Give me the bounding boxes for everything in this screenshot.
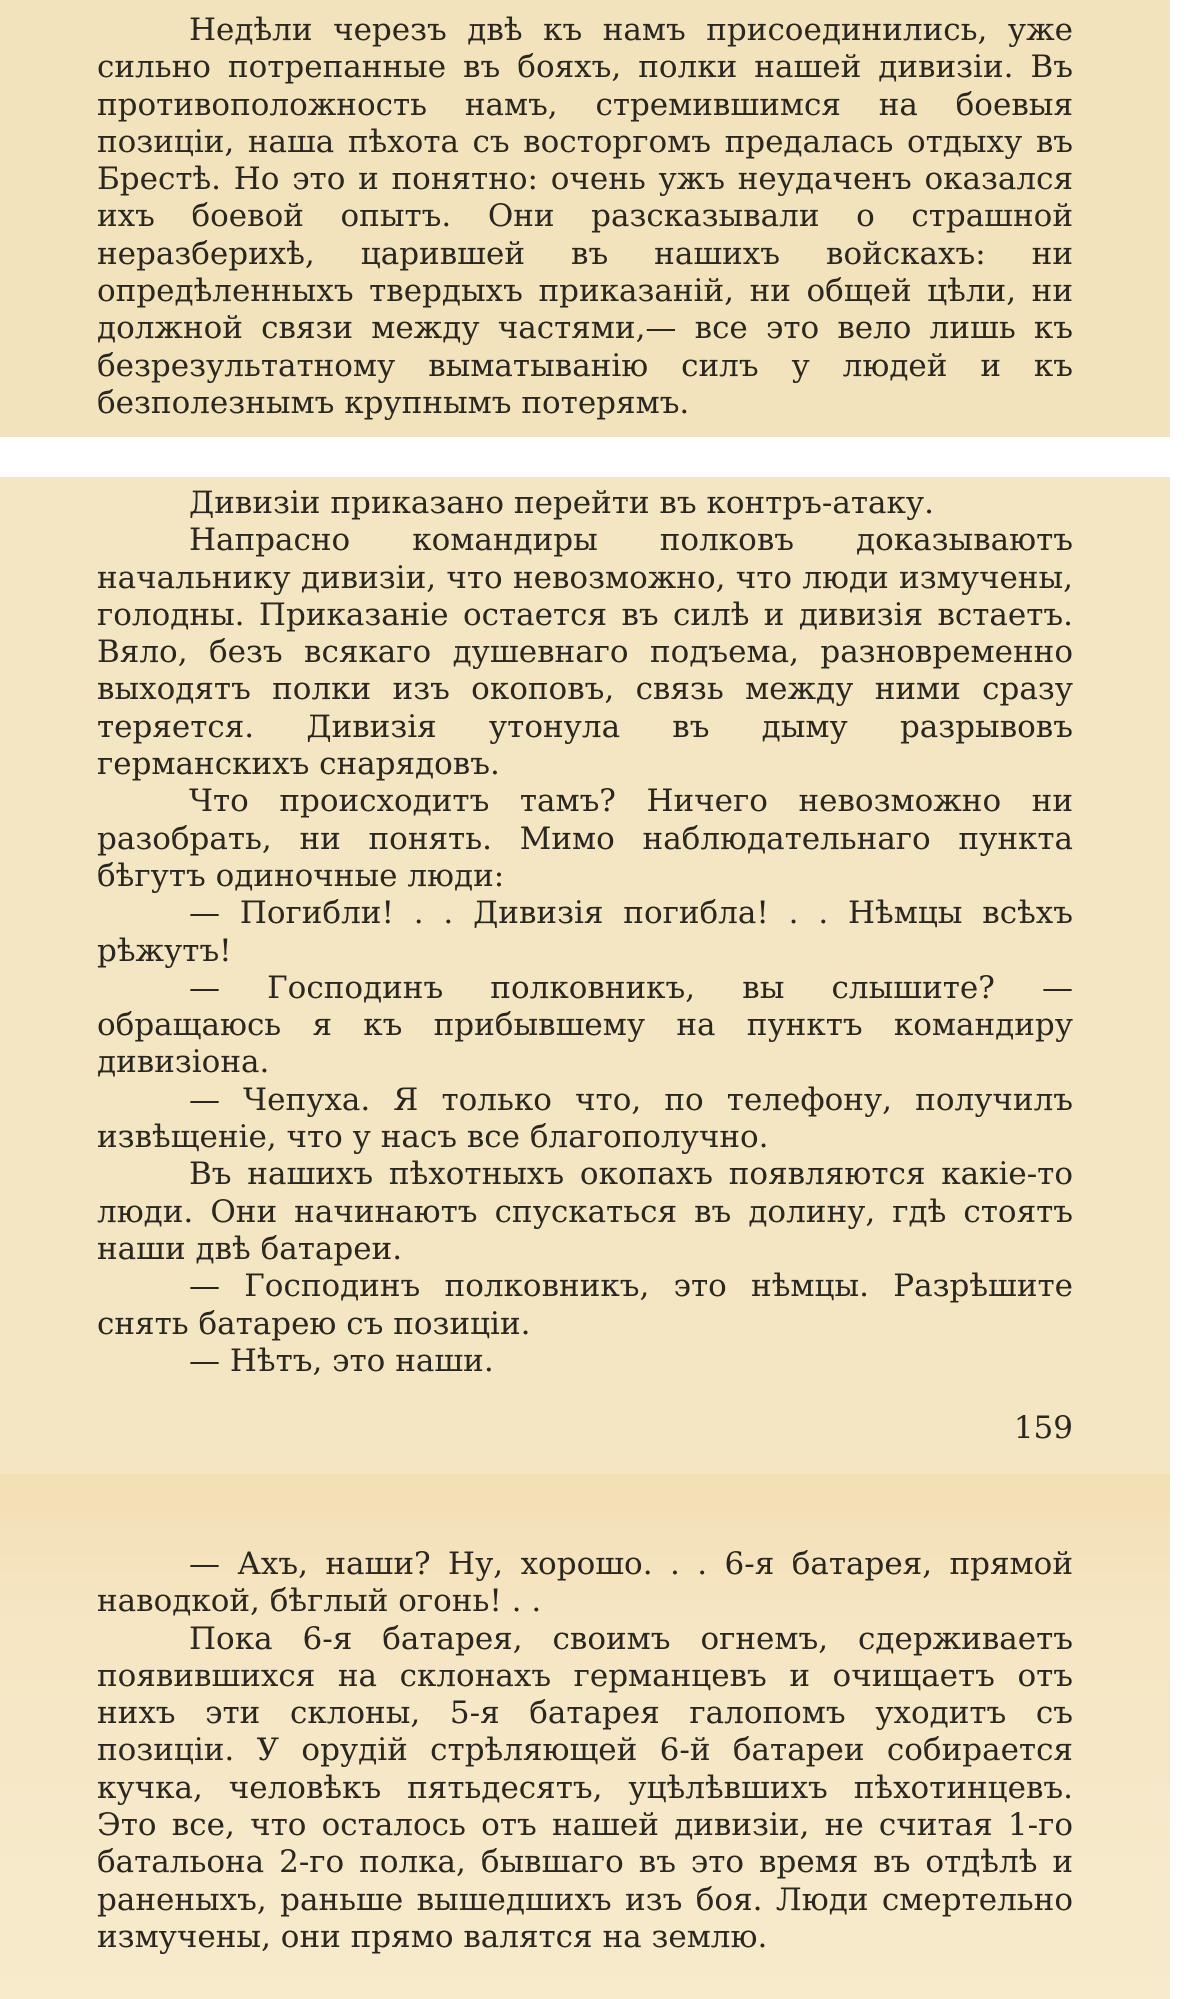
page-number: 159 (1013, 1410, 1073, 1446)
paragraph: Въ нашихъ пѣхотныхъ окопахъ появляются какіе-то люди. Они начинаютъ спускаться въ долину, гдѣ стоятъ наши двѣ батареи. (97, 1156, 1073, 1267)
page-fragment-middle (0, 477, 1170, 1477)
page-fragment-top (0, 0, 1170, 437)
dialogue-line: — Господинъ полковникъ, это нѣмцы. Разрѣшите снять батарею съ позиціи. (97, 1268, 1073, 1342)
paragraph: Пока 6-я батарея, своимъ огнемъ, сдерживаетъ появившихся на склонахъ германцевъ и очищаетъ отъ нихъ эти склоны, 5-я батарея галопомъ уходитъ съ позиціи. У орудій стрѣляющей 6-й батареи собирается кучка, человѣкъ пятьдесятъ, уцѣлѣвшихъ пѣхотинцевъ. Это все, что осталось отъ нашей дивизіи, не считая 1-го батальона 2-го полка, бывшаго въ это время въ отдѣлѣ и раненыхъ, раньше вышедшихъ изъ боя. Люди смертельно измучены, они прямо валятся на землю. (97, 1620, 1073, 1955)
paragraph: Недѣли черезъ двѣ къ намъ присоединились, уже сильно потрепанные въ бояхъ, полки нашей дивизіи. Въ противоположность намъ, стремившимся на боевыя позиціи, наша пѣхота съ восторгомъ предалась отдыху въ Брестѣ. Но это и понятно: очень ужъ неудаченъ оказался ихъ боевой опытъ. Они разсказывали о страшной неразберихѣ, царившей въ нашихъ войскахъ: ни опредѣленныхъ твердыхъ приказаній, ни общей цѣли, ни должной связи между частями,— все это вело лишь къ безрезультатному выматыванію силъ у людей и къ безполезнымъ крупнымъ потерямъ. (97, 12, 1073, 421)
dialogue-line: — Погибли! . . Дивизія погибла! . . Нѣмцы всѣхъ рѣжутъ! (97, 895, 1073, 969)
dialogue-line: — Нѣтъ, это наши. (189, 1342, 494, 1379)
paragraph: Напрасно командиры полковъ доказываютъ начальнику дивизіи, что невозможно, что люди измучены, голодны. Приказаніе остается въ силѣ и дивизія встаетъ. Вяло, безъ всякаго душевнаго подъема, разновременно выходятъ полки изъ окоповъ, связь между ними сразу теряется. Дивизія утонула въ дыму разрывовъ германскихъ снарядовъ. (97, 522, 1073, 783)
dialogue-line: — Ахъ, наши? Ну, хорошо. . . 6-я батарея, прямой наводкой, бѣглый огонь! . . (97, 1546, 1073, 1620)
page-fragment-bottom (0, 1474, 1170, 1999)
dialogue-line: — Чепуха. Я только что, по телефону, получилъ извѣщеніе, что у насъ все благополучно. (97, 1081, 1073, 1156)
dialogue-line: — Господинъ полковникъ, вы слышите? — обращаюсь я къ прибывшему на пунктъ командиру дивизіона. (97, 969, 1073, 1081)
paragraph: Дивизіи приказано перейти въ контръ-атаку. (189, 485, 934, 521)
paragraph: Что происходитъ тамъ? Ничего невозможно ни разобрать, ни понять. Мимо наблюдательнаго пункта бѣгутъ одиночные люди: (97, 783, 1073, 894)
